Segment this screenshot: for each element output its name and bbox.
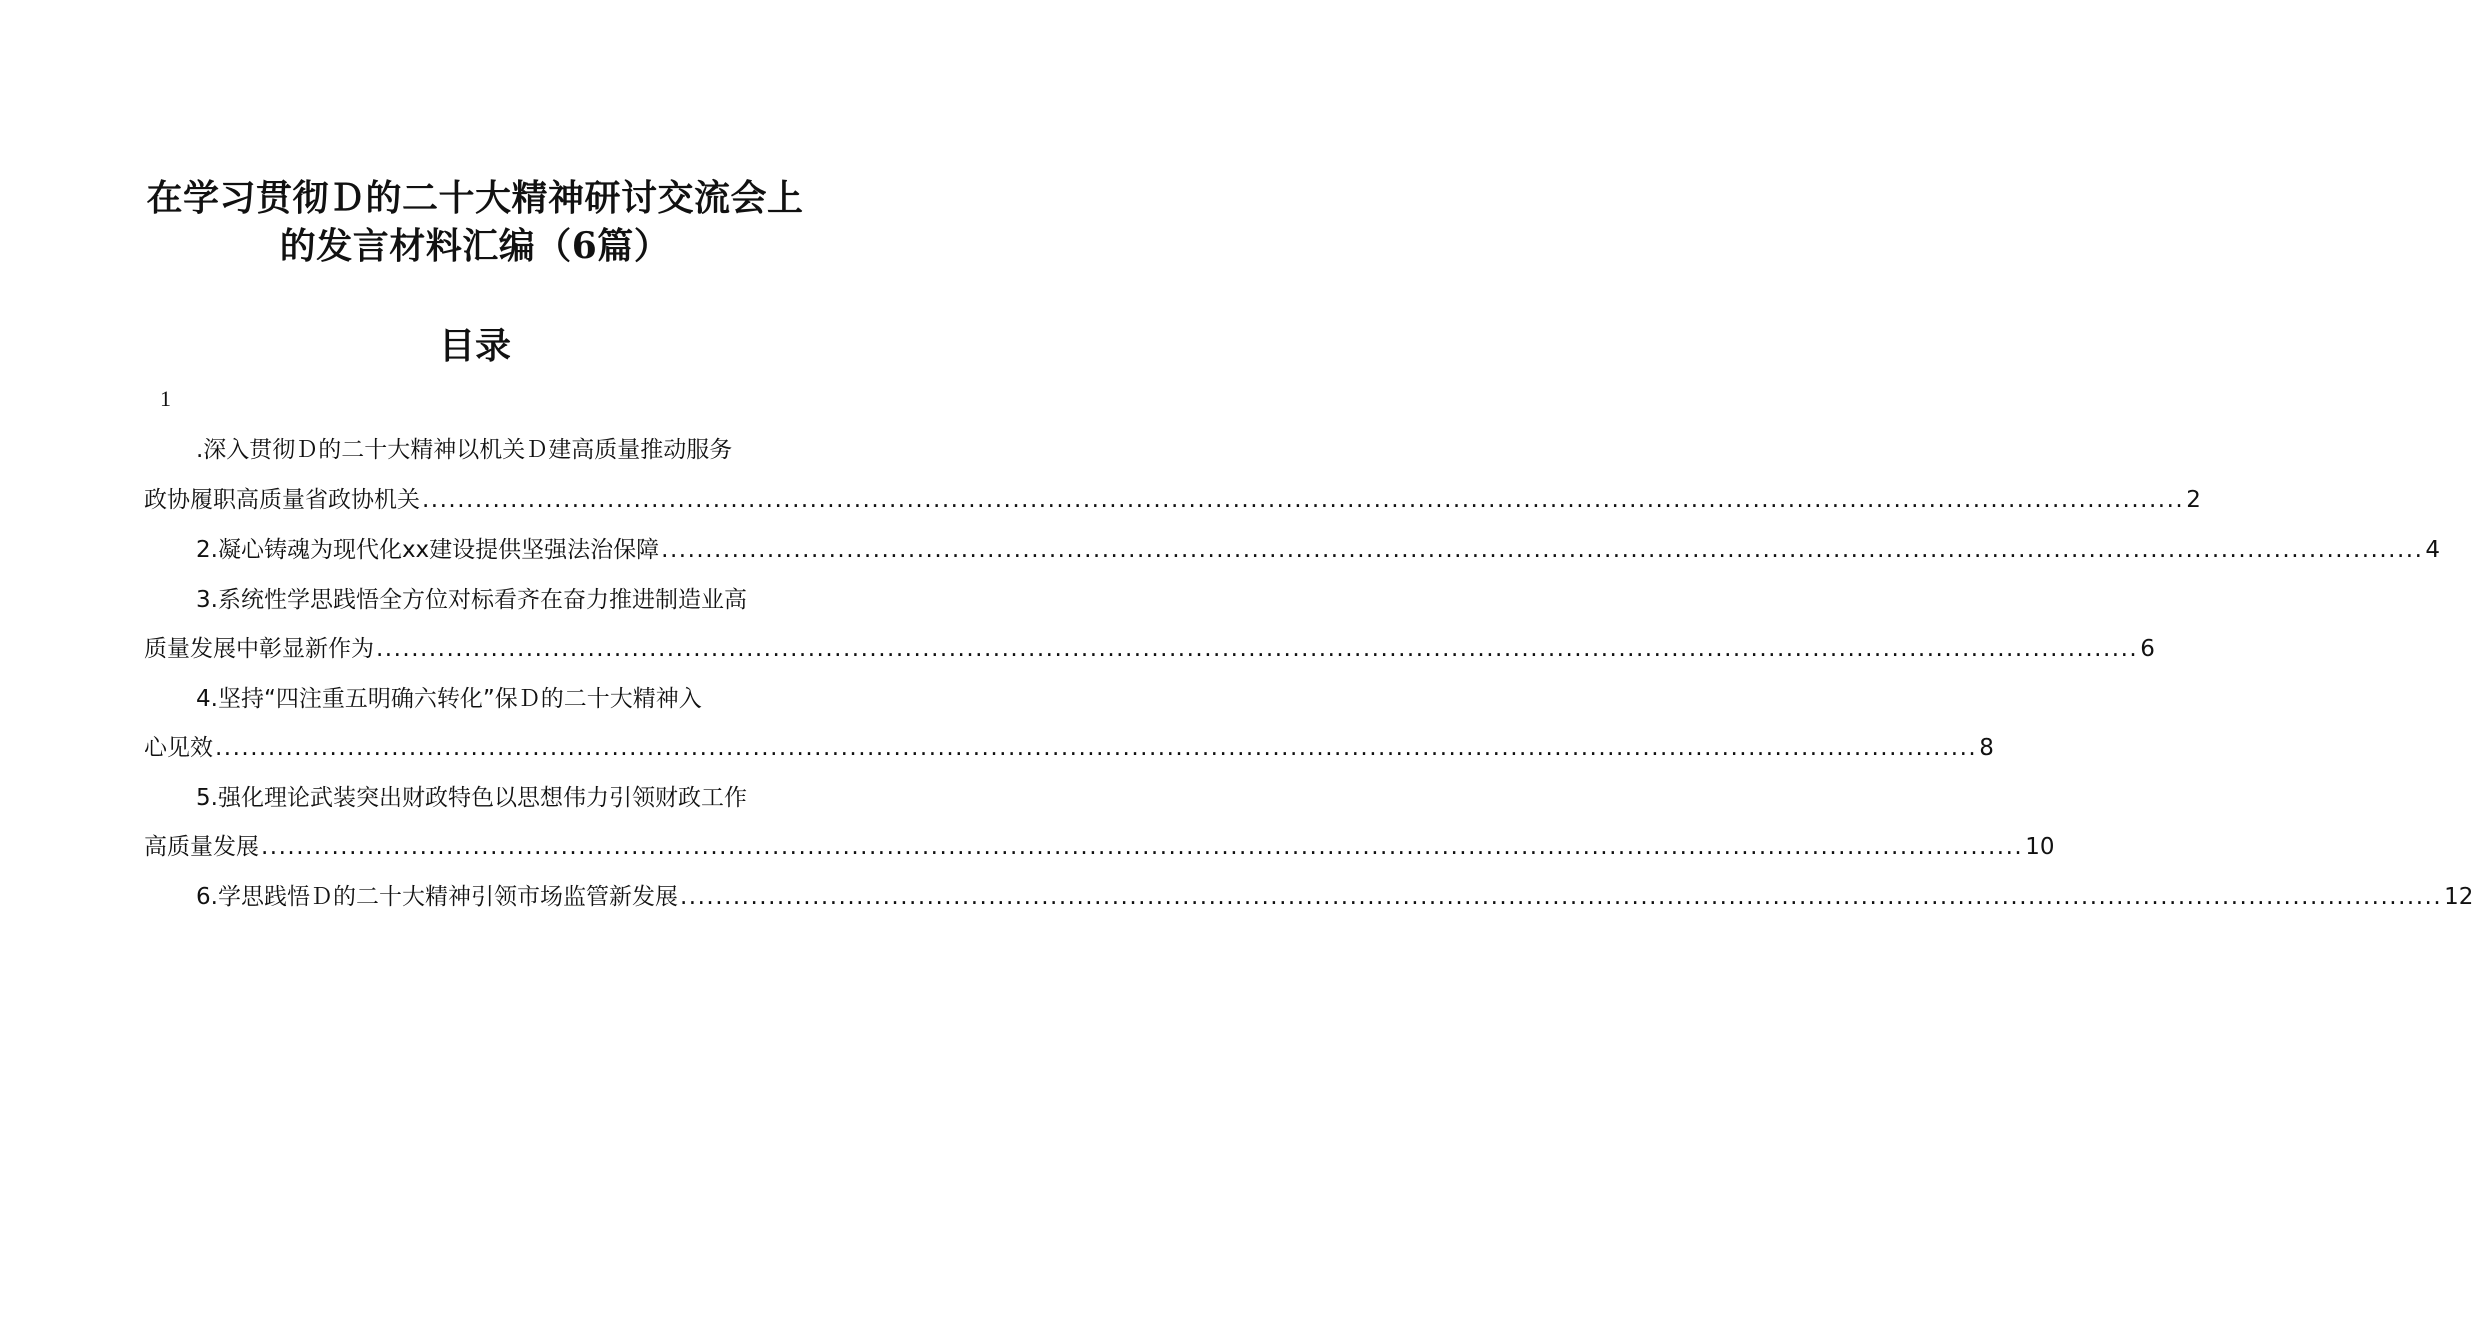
toc-entry-2-line-1[interactable] — [196, 534, 2441, 566]
toc-entry-1-line-2[interactable] — [144, 484, 2201, 516]
toc-dot-leader: ........................................................................................................................................................................................................ — [661, 537, 2424, 563]
toc-entry-text: 2.凝心铸魂为现代化xx建设提供坚强法治保障 — [196, 537, 660, 563]
toc-entry-4-line-1[interactable] — [196, 683, 804, 715]
toc-page-number: 12 — [2444, 884, 2473, 910]
toc-entry-text: 5.强化理论武装突出财政特色以思想伟力引领财政工作 — [196, 785, 747, 811]
toc-dot-leader: ........................................................................................................................................................................................................ — [261, 834, 2024, 860]
toc-entry-text: 4.坚持“四注重五明确六转化”保Ｄ的二十大精神入 — [196, 686, 702, 712]
toc-heading: 目录 — [438, 325, 511, 367]
toc-page-number: 4 — [2425, 537, 2441, 563]
toc-dot-leader: ........................................................................................................................................................................................................ — [679, 884, 2443, 910]
toc-dot-leader: ........................................................................................................................................................................................................ — [422, 487, 2185, 513]
toc-dot-leader: ........................................................................................................................................................................................................ — [215, 735, 1978, 761]
toc-entry-1-line-1[interactable] — [196, 434, 804, 466]
stray-number: 1 — [160, 386, 171, 411]
toc-dot-leader: ........................................................................................................................................................................................................ — [376, 636, 2139, 662]
toc-entry-text: 高质量发展 — [144, 834, 259, 860]
toc-entry-5-line-2[interactable] — [144, 831, 2055, 863]
toc-page-number: 6 — [2140, 636, 2155, 662]
toc-entry-text: .深入贯彻Ｄ的二十大精神以机关Ｄ建高质量推动服务 — [196, 437, 733, 463]
toc-entry-text: 质量发展中彰显新作为 — [144, 636, 374, 662]
toc-page-number: 2 — [2186, 487, 2201, 513]
document-title-line-1: 在学习贯彻Ｄ的二十大精神研讨交流会上 — [146, 177, 804, 219]
toc-page-number: 8 — [1979, 735, 1994, 761]
toc-entry-text: 3.系统性学思践悟全方位对标看齐在奋力推进制造业高 — [196, 587, 747, 613]
toc-entry-text: 心见效 — [144, 735, 213, 761]
toc-entry-6-line-1[interactable] — [196, 881, 2473, 913]
toc-entry-3-line-2[interactable] — [144, 633, 2155, 665]
toc-entry-text: 政协履职高质量省政协机关 — [144, 487, 420, 513]
toc-entry-text: 6.学思践悟Ｄ的二十大精神引领市场监管新发展 — [196, 884, 678, 910]
toc-page-number: 10 — [2025, 834, 2055, 860]
toc-entry-3-line-1[interactable] — [196, 584, 804, 616]
toc-entry-4-line-2[interactable] — [144, 732, 1994, 764]
toc-entry-5-line-1[interactable] — [196, 782, 804, 814]
document-title-line-2: 的发言材料汇编（6篇） — [279, 225, 671, 267]
